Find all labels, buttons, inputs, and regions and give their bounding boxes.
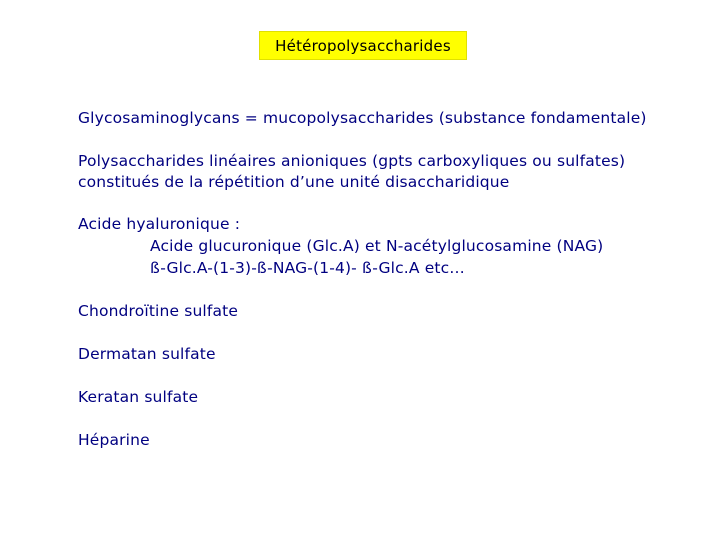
dermatan-sulfate: Dermatan sulfate xyxy=(78,345,216,363)
hyaluronic-acid-composition: Acide glucuronique (Glc.A) et N-acétylglucosamine (NAG) xyxy=(150,237,604,255)
hyaluronic-acid-heading: Acide hyaluronique : xyxy=(78,215,241,233)
chondroitin-sulfate: Chondroïtine sulfate xyxy=(78,302,239,320)
slide-title xyxy=(259,31,467,60)
polysaccharide-description-line2: constitués de la répétition d’une unité disaccharidique xyxy=(78,173,510,191)
hyaluronic-acid-structure: ß-Glc.A-(1-3)-ß-NAG-(1-4)- ß-Glc.A etc… xyxy=(150,259,465,277)
gag-definition: Glycosaminoglycans = mucopolysaccharides (substance fondamentale) xyxy=(78,109,647,127)
slide-title-text: Hétéropolysaccharides xyxy=(275,36,451,55)
keratan-sulfate: Keratan sulfate xyxy=(78,388,199,406)
polysaccharide-description-line1: Polysaccharides linéaires anioniques (gpts carboxyliques ou sulfates) xyxy=(78,152,626,170)
heparin: Héparine xyxy=(78,431,150,449)
